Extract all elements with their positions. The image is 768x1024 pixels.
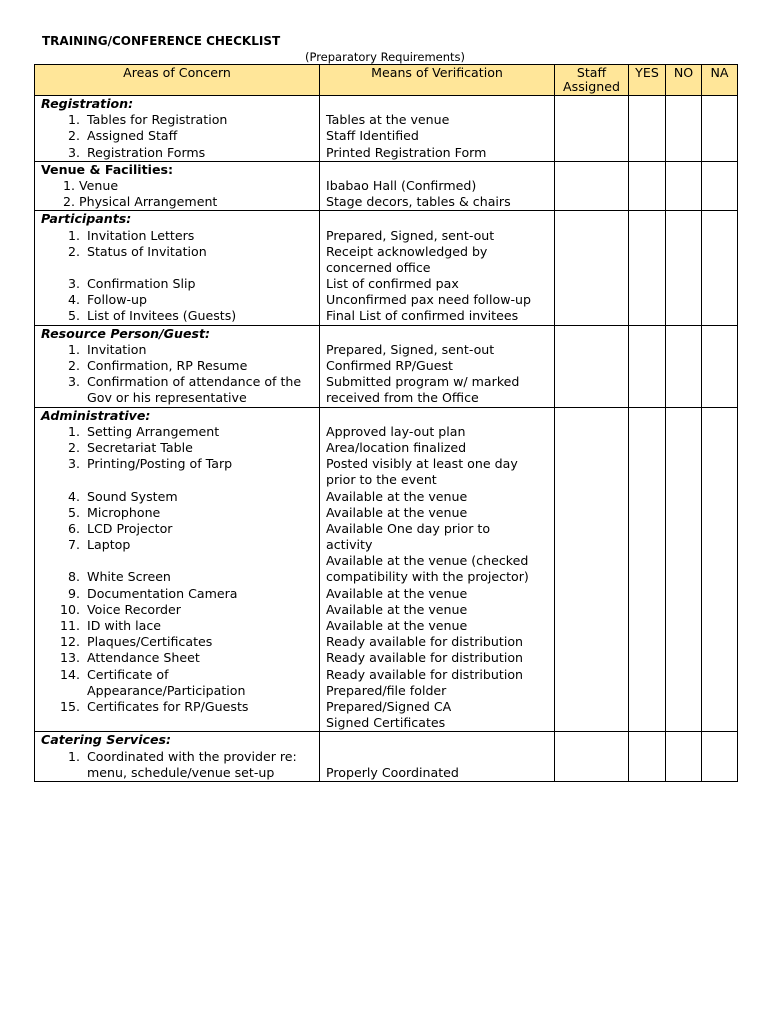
item-number: 15. (59, 698, 80, 714)
item-number: 4. (67, 488, 80, 504)
checklist-item (35, 489, 319, 505)
verification-line: Receipt acknowledged by (326, 243, 488, 259)
item-text: LCD Projector (87, 520, 173, 536)
checklist-item (35, 342, 319, 358)
section-row (35, 211, 738, 325)
verification-line: Available at the venue (326, 585, 468, 601)
verification-line: List of confirmed pax (326, 276, 459, 292)
verification-line (320, 96, 554, 112)
checklist-item (35, 699, 319, 715)
item-text: Printing/Posting of Tarp (87, 456, 233, 472)
item-text: Confirmation of attendance of the (87, 374, 302, 390)
verification-line: Staff Identified (326, 128, 419, 144)
yes-cell[interactable] (629, 96, 666, 162)
checklist-item (35, 650, 319, 666)
item-text: Coordinated with the provider re: (87, 748, 297, 764)
areas-cell (35, 325, 320, 407)
item-number: 14. (59, 666, 80, 682)
document-subtitle: (Preparatory Requirements) (304, 50, 466, 64)
checklist-item (35, 440, 319, 456)
item-text: Gov or his representative (87, 390, 247, 406)
checklist-item (35, 390, 319, 406)
item-text: White Screen (87, 569, 171, 585)
item-text: Follow-up (87, 292, 148, 308)
section-row (35, 96, 738, 162)
checklist-item (35, 618, 319, 634)
verification-line (320, 408, 554, 424)
checklist-item (35, 358, 319, 374)
means-cell (320, 325, 555, 407)
item-number: 5. (67, 504, 80, 520)
checklist-item (35, 537, 319, 553)
checklist-item (35, 308, 319, 324)
item-number (35, 260, 87, 276)
section-row (35, 407, 738, 732)
means-cell (320, 732, 555, 782)
checklist-item (35, 586, 319, 602)
item-number: 3. (67, 144, 80, 160)
verification-line: activity (326, 537, 373, 553)
header-means-of-verification: Means of Verification (320, 65, 555, 96)
item-number: 9. (67, 585, 80, 601)
item-number: 2. (67, 358, 80, 373)
document-title: TRAINING/CONFERENCE CHECKLIST (42, 34, 281, 48)
item-number: 1. (67, 341, 80, 357)
item-number: 2. (62, 194, 75, 210)
yes-cell[interactable] (629, 211, 666, 325)
checklist-item (35, 228, 319, 244)
item-number: 1. (67, 112, 80, 128)
verification-line: Area/location finalized (326, 439, 467, 455)
verification-line: Available at the venue (checked (326, 553, 529, 569)
verification-line: Stage decors, tables & chairs (326, 194, 511, 210)
verification-line: Tables at the venue (326, 112, 450, 128)
no-cell[interactable] (666, 732, 702, 782)
staff-assigned-cell[interactable] (555, 96, 629, 162)
item-text: ID with lace (87, 618, 162, 633)
item-text: Physical Arrangement (79, 194, 218, 210)
no-cell[interactable] (666, 96, 702, 162)
checklist-item (35, 276, 319, 292)
header-areas-of-concern: Areas of Concern (35, 65, 320, 96)
verification-line: Posted visibly at least one day (326, 456, 518, 472)
means-cell (320, 407, 555, 732)
areas-cell (35, 211, 320, 325)
staff-assigned-cell[interactable] (555, 732, 629, 782)
na-cell[interactable] (702, 96, 738, 162)
verification-line: Ready available for distribution (326, 650, 524, 666)
yes-cell[interactable] (629, 161, 666, 211)
verification-line: prior to the event (326, 472, 437, 488)
checklist-item (35, 292, 319, 308)
item-text: Secretariat Table (87, 439, 193, 455)
no-cell[interactable] (666, 161, 702, 211)
verification-line: Available One day prior to (326, 520, 491, 536)
checklist-item (35, 112, 319, 128)
checklist-item (35, 424, 319, 440)
areas-cell (35, 96, 320, 162)
areas-cell (35, 732, 320, 782)
item-text: Status of Invitation (87, 243, 207, 259)
section-title: Registration: (41, 96, 134, 111)
item-text: Confirmation Slip (87, 276, 196, 292)
section-row (35, 325, 738, 407)
item-text: Microphone (87, 504, 161, 520)
staff-assigned-cell[interactable] (555, 211, 629, 325)
item-number (35, 472, 87, 488)
verification-line: Available at the venue (326, 504, 468, 520)
verification-line: Ibabao Hall (Confirmed) (326, 177, 477, 193)
checklist-item (35, 178, 319, 194)
verification-line: received from the Office (326, 390, 479, 406)
no-cell[interactable] (666, 211, 702, 325)
section-title: Venue & Facilities: (41, 161, 174, 177)
verification-line: Available at the venue (326, 601, 468, 617)
staff-assigned-cell[interactable] (555, 407, 629, 732)
checklist-item (35, 244, 319, 260)
verification-line: Unconfirmed pax need follow-up (326, 292, 532, 308)
item-number: 10. (59, 601, 80, 617)
section-title: Administrative: (41, 407, 151, 423)
checklist-item (35, 553, 319, 569)
verification-line: Signed Certificates (326, 715, 446, 731)
section-title: Resource Person/Guest: (41, 325, 211, 341)
item-text: menu, schedule/venue set-up (87, 764, 275, 780)
checklist-item (35, 472, 319, 488)
no-cell[interactable] (666, 407, 702, 732)
item-text: Voice Recorder (87, 601, 181, 617)
item-text: Assigned Staff (87, 128, 178, 144)
item-number: 3. (67, 456, 80, 472)
item-text: Sound System (87, 488, 178, 504)
verification-line: Printed Registration Form (326, 144, 487, 160)
header-row (35, 65, 738, 96)
verification-line: Prepared, Signed, sent-out (326, 341, 495, 357)
areas-cell (35, 161, 320, 211)
item-number: 2. (67, 243, 80, 259)
item-text: Laptop (87, 537, 131, 553)
section-title: Participants: (41, 211, 132, 227)
verification-line: Prepared, Signed, sent-out (326, 227, 495, 243)
verification-line: compatibility with the projector) (326, 569, 529, 585)
item-number: 6. (67, 520, 80, 536)
verification-line: Approved lay-out plan (326, 423, 466, 439)
checklist-item (35, 667, 319, 683)
item-number (35, 765, 87, 781)
item-text: List of Invitees (Guests) (87, 308, 237, 324)
no-cell[interactable] (666, 325, 702, 407)
item-text: Registration Forms (87, 144, 206, 160)
item-number: 1. (67, 227, 80, 243)
verification-line (320, 162, 554, 178)
checklist-item (35, 634, 319, 650)
header-yes: YES (629, 65, 666, 96)
section-title: Catering Services: (41, 732, 172, 748)
section-row (35, 732, 738, 782)
staff-assigned-cell[interactable] (555, 325, 629, 407)
item-number: 12. (59, 634, 80, 650)
item-number (35, 553, 87, 569)
verification-line (320, 749, 554, 765)
item-number: 1. (67, 423, 80, 439)
item-number: 4. (67, 292, 80, 308)
item-number: 1. (67, 748, 80, 764)
means-cell (320, 211, 555, 325)
header-staff-assigned: Staff Assigned (555, 65, 629, 96)
na-cell[interactable] (702, 732, 738, 782)
section-row (35, 161, 738, 211)
verification-line: Prepared/Signed CA (326, 698, 452, 714)
item-text: Appearance/Participation (87, 682, 246, 698)
checklist-table (34, 64, 738, 782)
verification-line: Confirmed RP/Guest (326, 358, 453, 373)
verification-line: Available at the venue (326, 618, 468, 633)
yes-cell[interactable] (629, 325, 666, 407)
item-text: Venue (79, 177, 119, 193)
item-number: 13. (59, 650, 80, 666)
checklist-item (35, 260, 319, 276)
verification-line: Prepared/file folder (326, 682, 447, 698)
na-cell[interactable] (702, 161, 738, 211)
item-number (35, 390, 87, 406)
na-cell[interactable] (702, 407, 738, 732)
item-number: 8. (67, 569, 80, 585)
checklist-item (35, 456, 319, 472)
checklist-item (35, 749, 319, 765)
verification-line: Ready available for distribution (326, 634, 524, 650)
item-number: 5. (67, 308, 80, 324)
verification-line (320, 326, 554, 342)
item-text: Attendance Sheet (87, 650, 200, 666)
checklist-item (35, 683, 319, 699)
checklist-item (35, 374, 319, 390)
means-cell (320, 161, 555, 211)
item-number: 2. (67, 439, 80, 455)
item-text: Tables for Registration (87, 112, 228, 128)
item-text: Plaques/Certificates (87, 634, 213, 650)
checklist-item (35, 145, 319, 161)
checklist-item (35, 521, 319, 537)
item-text: Certificate of (87, 666, 169, 682)
checklist-item (35, 505, 319, 521)
na-cell[interactable] (702, 325, 738, 407)
yes-cell[interactable] (629, 732, 666, 782)
header-na: NA (702, 65, 738, 96)
item-number (35, 683, 87, 699)
verification-line: Available at the venue (326, 488, 468, 504)
item-number: 1. (62, 177, 75, 193)
verification-line: Final List of confirmed invitees (326, 308, 519, 324)
staff-assigned-cell[interactable] (555, 161, 629, 211)
item-text: Invitation Letters (87, 227, 195, 243)
verification-line: Submitted program w/ marked (326, 374, 520, 390)
checklist-item (35, 128, 319, 144)
item-number: 3. (67, 374, 80, 390)
item-number: 7. (67, 537, 80, 553)
item-text: Certificates for RP/Guests (87, 698, 249, 714)
item-number: 2. (67, 128, 80, 144)
verification-line (320, 732, 554, 748)
checklist-item (35, 602, 319, 618)
verification-line (320, 211, 554, 227)
item-number: 3. (67, 276, 80, 292)
na-cell[interactable] (702, 211, 738, 325)
item-number: 11. (59, 618, 80, 633)
item-text: Confirmation, RP Resume (87, 358, 248, 373)
means-cell (320, 96, 555, 162)
yes-cell[interactable] (629, 407, 666, 732)
item-text: Setting Arrangement (87, 423, 220, 439)
verification-line: concerned office (326, 259, 431, 275)
verification-line: Ready available for distribution (326, 666, 524, 682)
item-text: Documentation Camera (87, 585, 238, 601)
areas-cell (35, 407, 320, 732)
checklist-item (35, 765, 319, 781)
checklist-item (35, 569, 319, 585)
verification-line: Properly Coordinated (326, 764, 459, 780)
header-no: NO (666, 65, 702, 96)
checklist-item (35, 194, 319, 210)
item-text: Invitation (87, 341, 147, 357)
